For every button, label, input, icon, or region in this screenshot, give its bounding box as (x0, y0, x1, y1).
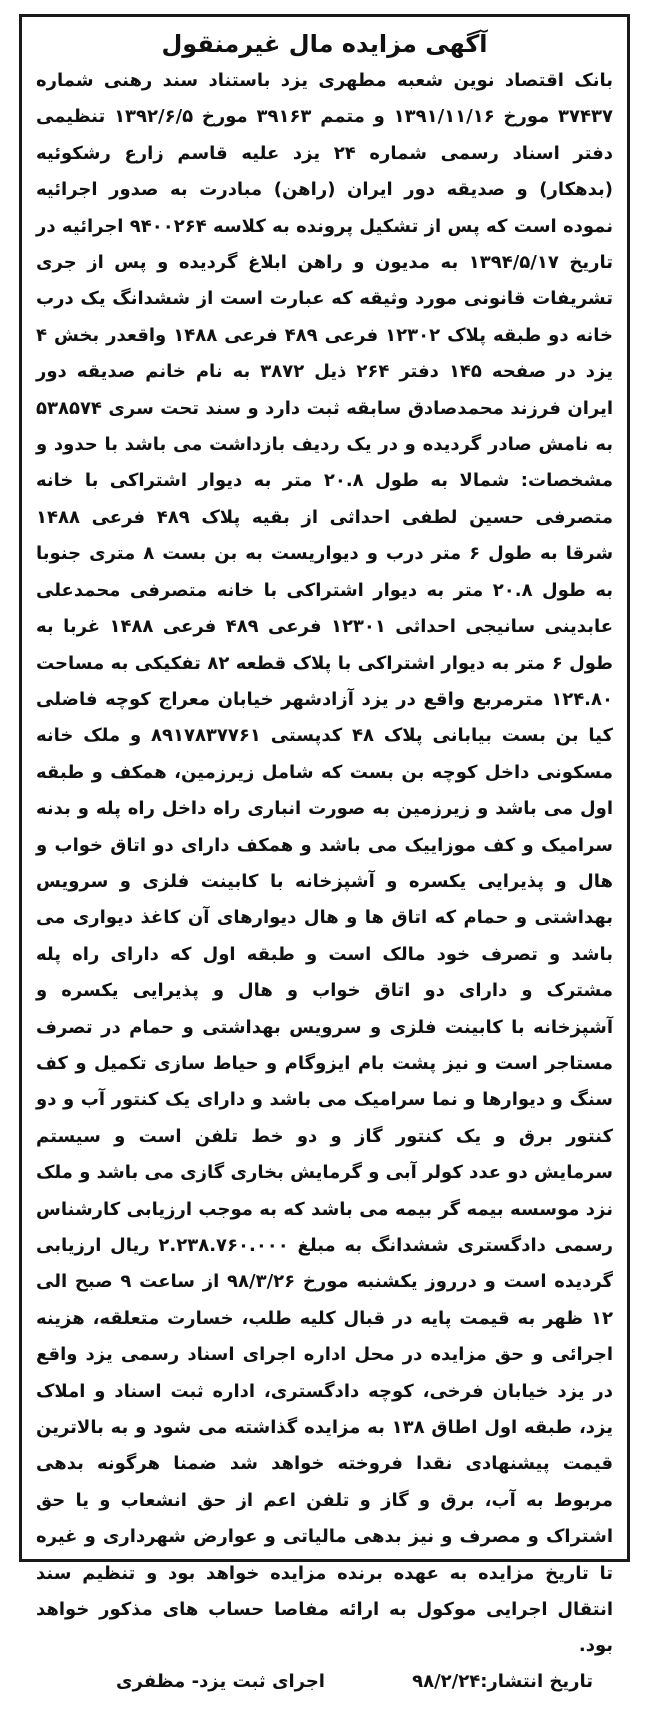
notice-frame (19, 14, 630, 1692)
notice-body: بانک اقتصاد نوین شعبه مطهری یزد باستناد سند رهنی شماره ۳۷۴۳۷ مورخ ۱۳۹۱/۱۱/۱۶ و متمم ۳۹۱۶۳ مورخ ۱۳۹۲/۶/۵ تنظیمی دفتر اسناد رسمی شماره ۲۴ یزد علیه قاسم زارع رشکوئیه (بدهکار) و صدیقه دور ایران (راهن) مبادرت به صدور اجرائیه نموده است که پس از تشکیل پرونده به کلاسه ۹۴۰۰۲۶۴ اجرائیه در تاریخ ۱۳۹۴/۵/۱۷ به مدیون و راهن ابلاغ گردیده و پس از جری تشریفات قانونی مورد وثیقه که عبارت است از ششدانگ یک درب خانه دو طبقه پلاک ۱۲۳۰۲ فرعی ۴۸۹ فرعی ۱۴۸۸ واقعدر بخش ۴ یزد در صفحه ۱۴۵ دفتر ۲۶۴ ذیل ۳۸۷۲ به نام خانم صدیقه دور ایران فرزند محمدصادق سابقه ثبت دارد و سند تحت سری ۵۳۸۵۷۴ به نامش صادر گردیده و در یک ردیف بازداشت می باشد با حدود و مشخصات: شمالا به طول ۲۰.۸ متر به دیوار اشتراکی با خانه متصرفی حسین لطفی احداثی از بقیه پلاک ۴۸۹ فرعی ۱۴۸۸ شرقا به طول ۶ متر درب و دیواریست به بن بست ۸ متری جنوبا به طول ۲۰.۸ متر به دیوار اشتراکی با خانه متصرفی محمدعلی عابدینی سانیجی احداثی ۱۲۳۰۱ فرعی ۴۸۹ فرعی ۱۴۸۸ غربا به طول ۶ متر به دیوار اشتراکی با پلاک قطعه ۸۲ تفکیکی به مساحت ۱۲۴.۸۰ مترمربع واقع در یزد آزادشهر خیابان معراج کوچه فاضلی کیا بن بست بیابانی پلاک ۴۸ کدپستی ۸۹۱۷۸۳۷۷۶۱ و ملک خانه مسکونی داخل کوچه بن بست که شامل زیرزمین، همکف و طبقه اول می باشد و زیرزمین به صورت انباری راه داخل راه پله و بدنه سرامیک و کف موزاییک می باشد و همکف دارای دو اتاق خواب و هال و پذیرایی یکسره و آشپزخانه با کابینت فلزی و سرویس بهداشتی و حمام که اتاق ها و هال دیوارهای آن کاغذ دیواری می باشد و تصرف خود مالک است و طبقه اول که دارای راه پله مشترک و دارای دو اتاق خواب و هال و پذیرایی یکسره و آشپزخانه با کابینت فلزی و سرویس بهداشتی و حمام در تصرف مستاجر است و نیز پشت بام ایزوگام و حیاط سازی تکمیل و کف سنگ و دیوارها و نما سرامیک می باشد و دارای یک کنتور آب و دو کنتور برق و یک کنتور گاز و دو خط تلفن است و سیستم سرمایش دو عدد کولر آبی و گرمایش بخاری گازی می باشد و ملک نزد موسسه بیمه گر بیمه می باشد که به موجب ارزیابی کارشناس رسمی دادگستری ششدانگ به مبلغ ۲.۲۳۸.۷۶۰.۰۰۰ ریال ارزیابی گردیده است و درروز یکشنبه مورخ ۹۸/۳/۲۶ از ساعت ۹ صبح الی ۱۲ ظهر به قیمت پایه در قبال کلیه طلب، خسارت متعلقه، هزینه اجرائی و حق مزایده در محل اداره اجرای اسناد رسمی یزد واقع در یزد خیابان فرخی، کوچه دادگستری، اداره ثبت اسناد و املاک یزد، طبقه اول اطاق ۱۳۸ به مزایده گذاشته می شود و به بالاترین قیمت پیشنهادی نقدا فروخته خواهد شد ضمنا هرگونه بدهی مربوط به آب، برق و گاز و تلفن اعم از حق انشعاب و یا حق اشتراک و مصرف و نیز بدهی مالیاتی و عوارض شهرداری و غیره تا تاریخ مزایده به عهده برنده مزایده خواهد بود و تنظیم سند انتقال اجرایی موکول به ارائه مفاصا حساب های مذکور خواهد بود. (36, 70, 614, 1657)
notice-title: آگهی مزایده مال غیرمنقول (161, 30, 488, 58)
notice-footer (36, 1665, 613, 1699)
publication-date: تاریخ انتشار:۹۸/۲/۲۴ (412, 1670, 593, 1692)
issuer-signature: اجرای ثبت یزد- مظفری (116, 1670, 325, 1692)
notice-content (22, 17, 627, 1709)
